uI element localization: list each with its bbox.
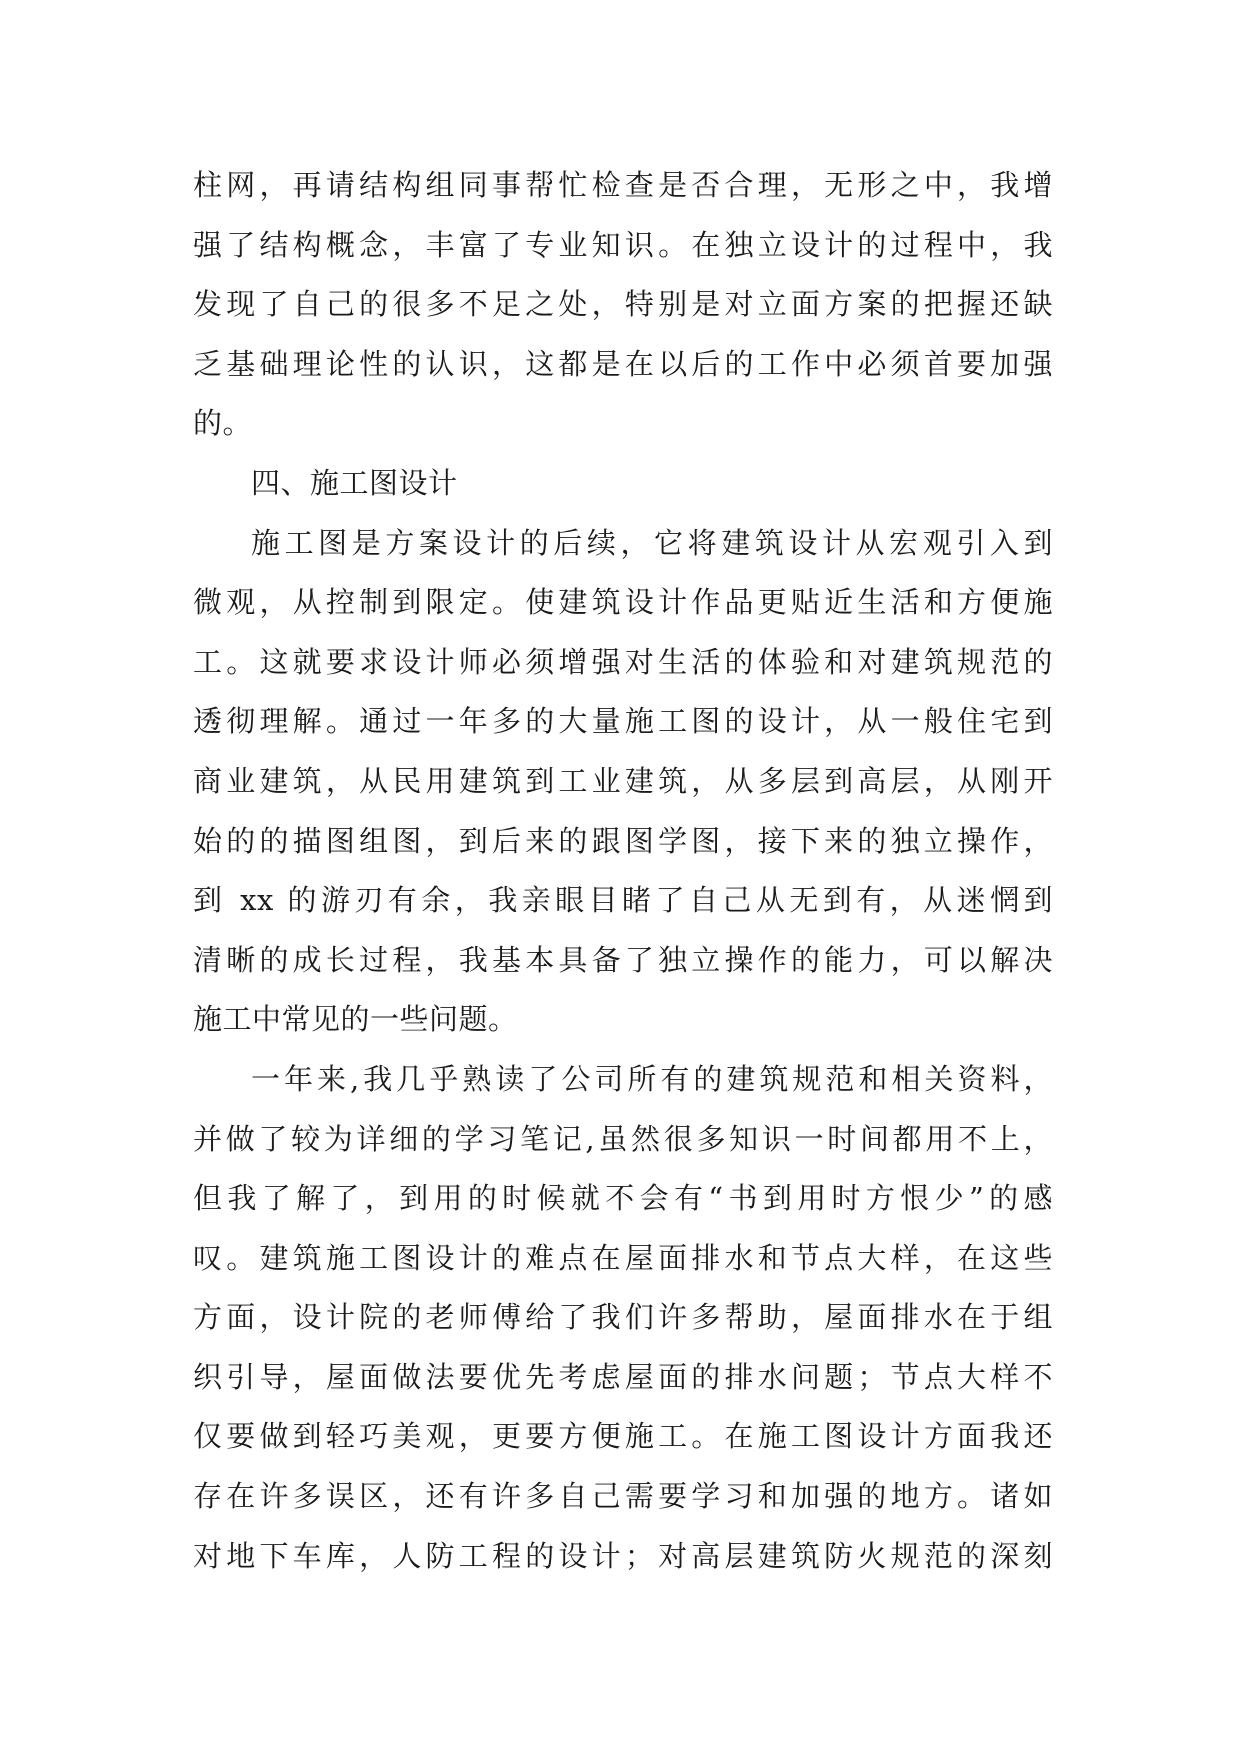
text-line: 的。 (193, 406, 253, 441)
text-line: 施工中常见的一些问题。 (193, 1002, 518, 1037)
text-line: 柱网，再请结构组同事帮忙检查是否合理，无形之中，我增 (193, 168, 1053, 202)
text-line: 并做了较为详细的学习笔记,虽然很多知识一时间都用不上， (193, 1121, 1053, 1156)
text-line: 对地下车库，人防工程的设计；对高层建筑防火规范的深刻 (193, 1538, 1053, 1573)
text-line: 叹。建筑施工图设计的难点在屋面排水和节点大样，在这些 (193, 1240, 1053, 1275)
text-line: 方面，设计院的老师傅给了我们许多帮助，屋面排水在于组 (193, 1300, 1053, 1335)
text-line: 到 xx 的游刃有余，我亲眼目睹了自己从无到有，从迷惘到 (193, 883, 1053, 918)
text-line: 微观，从控制到限定。使建筑设计作品更贴近生活和方便施 (193, 585, 1053, 620)
text-line: 透彻理解。通过一年多的大量施工图的设计，从一般住宅到 (193, 704, 1053, 739)
text-line: 一年来,我几乎熟读了公司所有的建筑规范和相关资料， (251, 1061, 1053, 1096)
text-line: 四、施工图设计 (251, 465, 458, 500)
text-line: 乏基础理论性的认识，这都是在以后的工作中必须首要加强 (193, 346, 1053, 381)
body-text (193, 156, 1053, 1586)
text-line: 存在许多误区，还有许多自己需要学习和加强的地方。诸如 (193, 1479, 1053, 1514)
text-line: 强了结构概念，丰富了专业知识。在独立设计的过程中，我 (193, 227, 1053, 262)
text-line: 发现了自己的很多不足之处，特别是对立面方案的把握还缺 (193, 287, 1053, 322)
text-line: 商业建筑，从民用建筑到工业建筑，从多层到高层，从刚开 (193, 763, 1053, 798)
text-line: 织引导，屋面做法要优先考虑屋面的排水问题；节点大样不 (193, 1359, 1053, 1394)
text-line: 始的的描图组图，到后来的跟图学图，接下来的独立操作， (193, 823, 1053, 858)
text-line: 但我了解了，到用的时候就不会有“书到用时方恨少”的感 (193, 1181, 1053, 1216)
text-line: 工。这就要求设计师必须增强对生活的体验和对建筑规范的 (193, 644, 1053, 679)
text-line: 仅要做到轻巧美观，更要方便施工。在施工图设计方面我还 (193, 1419, 1053, 1454)
text-line: 清晰的成长过程，我基本具备了独立操作的能力，可以解决 (193, 942, 1053, 977)
text-line: 施工图是方案设计的后续，它将建筑设计从宏观引入到 (251, 525, 1053, 560)
